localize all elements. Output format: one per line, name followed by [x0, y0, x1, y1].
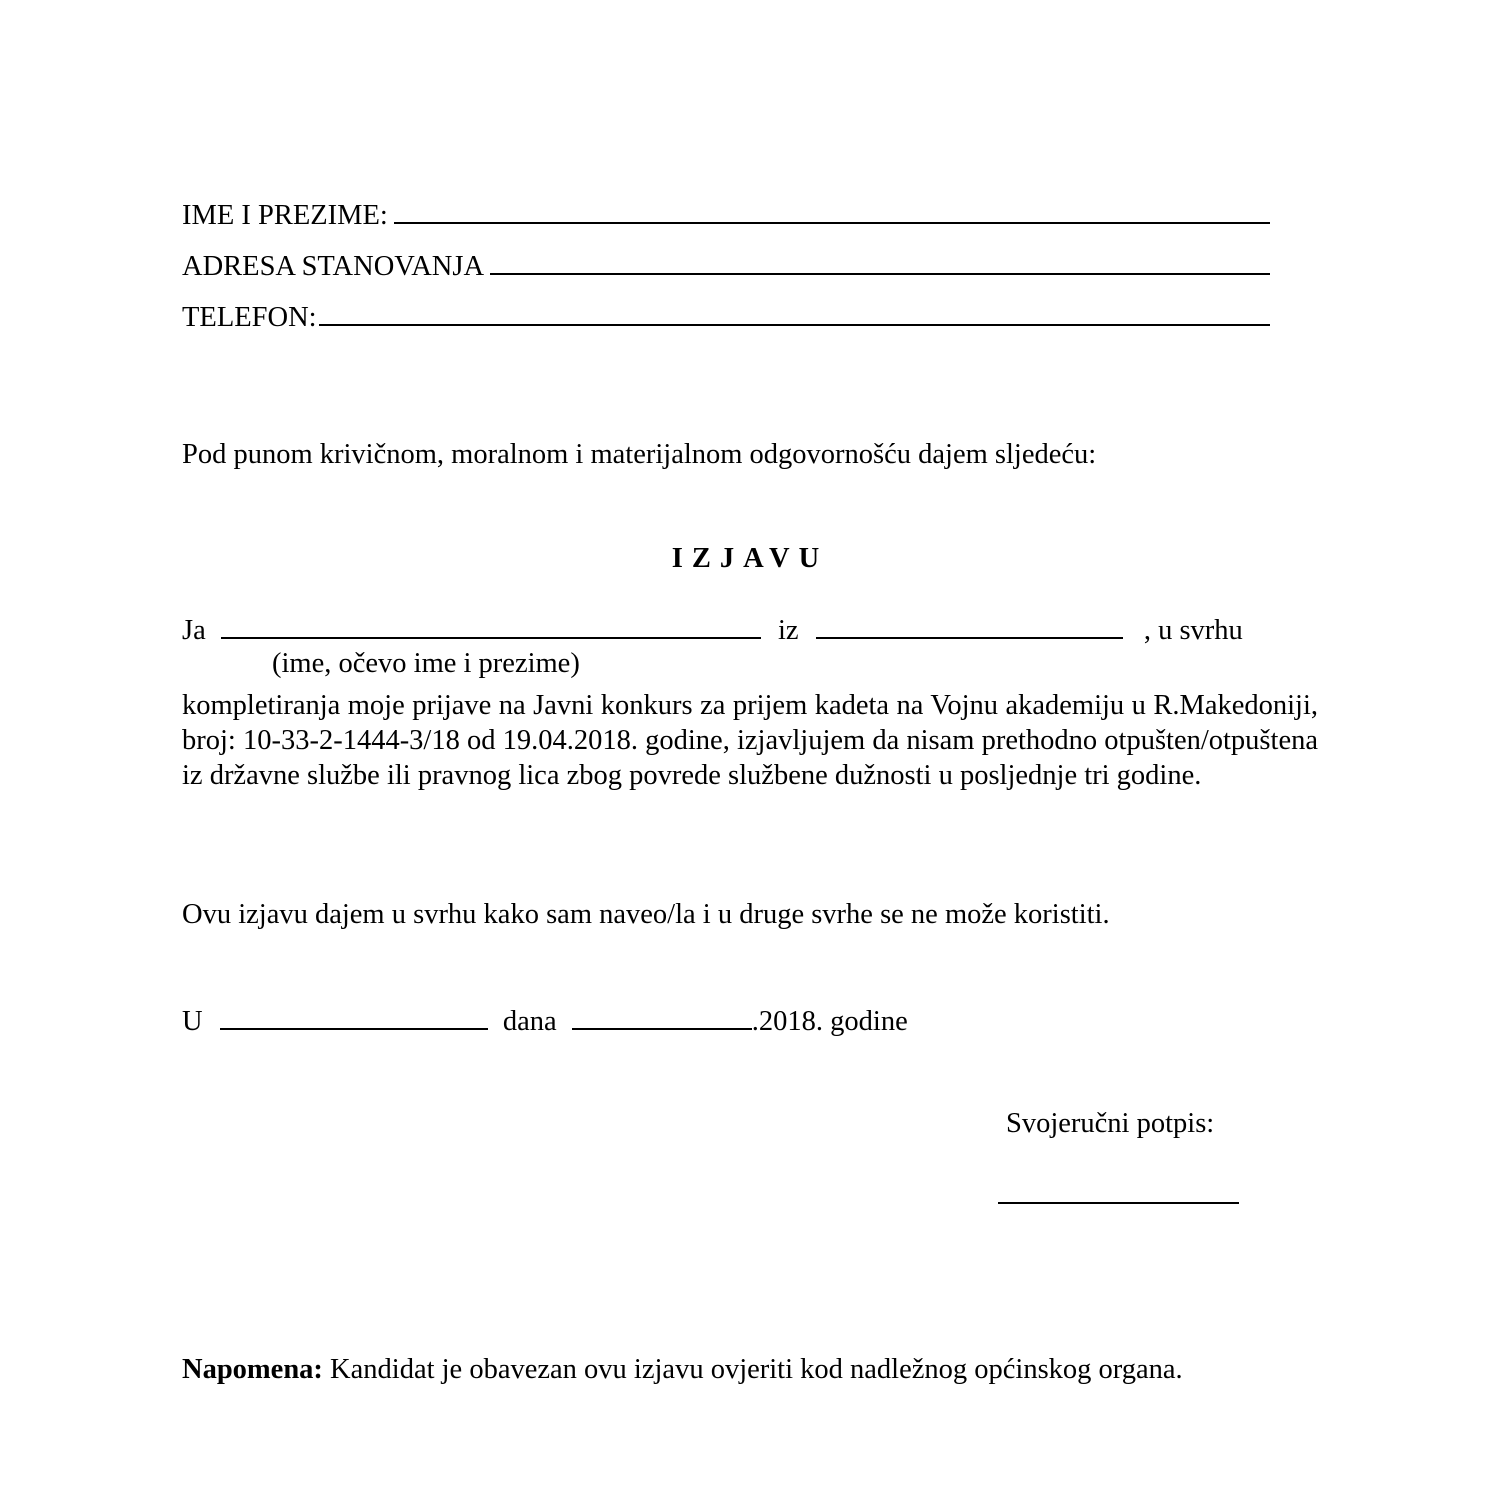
- intro-text: Pod punom krivičnom, moralnom i materijalnom odgovornošću dajem sljedeću:: [182, 439, 1097, 470]
- usage-note: Ovu izjavu dajem u svrhu kako sam naveo/la i u druge svrhe se ne može koristiti.: [182, 899, 1110, 930]
- name-input-line[interactable]: [394, 200, 1270, 224]
- signature-label: Svojeručni potpis:: [1006, 1108, 1215, 1139]
- name-field-row: [182, 200, 1270, 231]
- full-name-blank[interactable]: [221, 615, 761, 639]
- purpose-tail-text: , u svrhu: [1143, 615, 1243, 646]
- address-label: ADRESA STANOVANJA: [182, 251, 485, 282]
- place-date-line: [182, 1006, 908, 1037]
- address-input-line[interactable]: [490, 251, 1270, 275]
- dana-text: dana: [502, 1006, 557, 1037]
- statement-body: kompletiranja moje prijave na Javni konkurs za prijem kadeta na Vojnu akademiju u R.Makedoniji, broj: 10-33-2-1444-3/18 od 19.04.2018. godine, izjavljujem da nisam prethodno otpušten/otpuštena iz državne službe ili pravnog lica zbog povrede službene dužnosti u posljednje tri godine.: [182, 690, 1318, 791]
- iz-text: iz: [778, 615, 799, 646]
- year-suffix-text: .2018. godine: [751, 1006, 908, 1037]
- date-blank[interactable]: [572, 1006, 752, 1030]
- name-hint: (ime, očevo ime i prezime): [272, 648, 580, 679]
- footer-note-text: Kandidat je obavezan ovu izjavu ovjeriti kod nadležnog općinskog organa.: [330, 1354, 1183, 1385]
- footer-note-label: Napomena:: [182, 1354, 323, 1385]
- origin-blank[interactable]: [816, 615, 1123, 639]
- name-label: IME I PREZIME:: [182, 200, 388, 231]
- signature-line[interactable]: [998, 1202, 1239, 1204]
- place-blank[interactable]: [220, 1006, 488, 1030]
- phone-label: TELEFON:: [182, 302, 317, 333]
- footer-note: [182, 1356, 1183, 1385]
- u-text: U: [182, 1006, 203, 1037]
- statement-line: [182, 615, 1243, 646]
- ja-text: Ja: [182, 615, 206, 646]
- address-field-row: [182, 251, 1270, 282]
- phone-field-row: [182, 302, 1270, 333]
- phone-input-line[interactable]: [319, 302, 1270, 326]
- document-title: IZJAVU: [671, 543, 829, 574]
